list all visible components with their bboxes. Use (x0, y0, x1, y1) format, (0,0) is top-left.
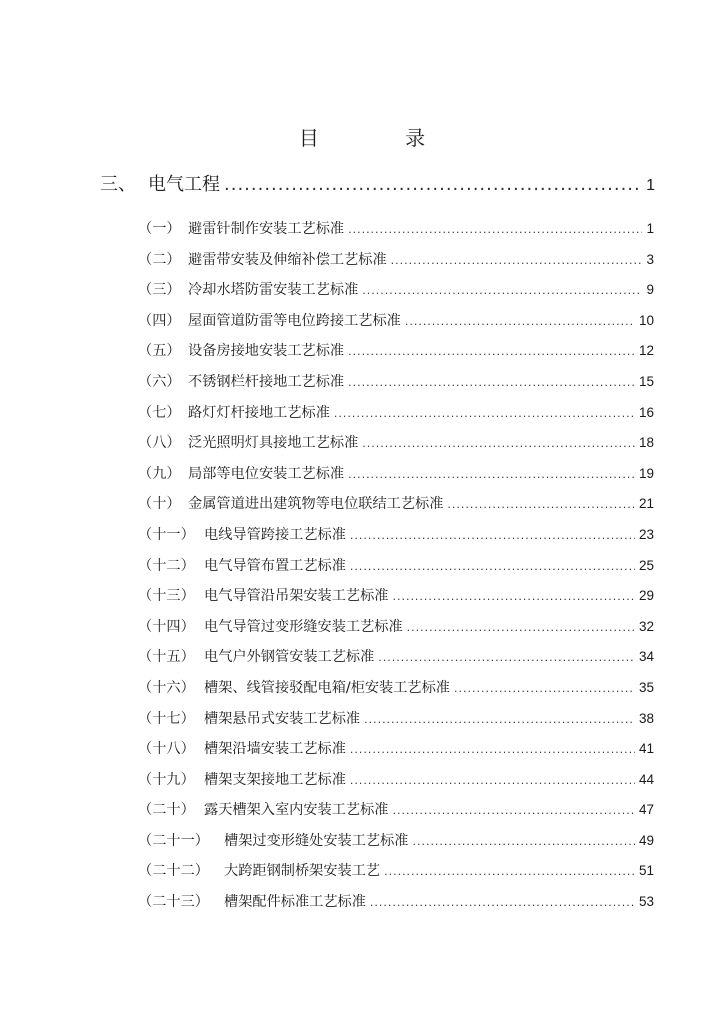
toc-entry-label: 电气导管过变形缝安装工艺标准 (204, 618, 403, 635)
leader-dots (350, 743, 635, 756)
toc-section-heading[interactable] (100, 170, 655, 196)
toc-entry[interactable] (138, 402, 654, 433)
toc-entry-label: 槽架支架接地工艺标准 (204, 771, 346, 788)
toc-entry-number: （十二） (138, 557, 195, 574)
toc-entry-label: 避雷带安装及伸缩补偿工艺标准 (188, 251, 387, 268)
toc-entry-number: （十八） (138, 741, 195, 758)
toc-entry-number: （八） (138, 435, 181, 452)
toc-entry-label: 槽架悬吊式安装工艺标准 (204, 710, 361, 727)
section-page-number: 1 (646, 177, 655, 194)
leader-dots (334, 407, 635, 420)
toc-entry-page-number: 10 (638, 312, 654, 328)
toc-entry-label: 电气户外钢管安装工艺标准 (204, 649, 375, 666)
toc-entry[interactable] (138, 891, 654, 922)
section-number: 三、 (100, 174, 136, 195)
toc-entry-label: 金属管道进出建筑物等电位联结工艺标准 (188, 496, 444, 513)
toc-entry-label: 不锈钢栏杆接地工艺标准 (188, 373, 345, 390)
toc-entry-label: 电气导管布置工艺标准 (204, 557, 346, 574)
toc-entry-number: （十五） (138, 649, 195, 666)
leader-dots (350, 774, 635, 787)
toc-entry-label: 局部等电位安装工艺标准 (188, 465, 345, 482)
toc-entry-label: 屋面管道防雷等电位跨接工艺标准 (188, 312, 401, 329)
toc-entry-page-number: 1 (646, 221, 654, 236)
leader-dots (350, 529, 635, 542)
leader-dots (412, 835, 635, 848)
toc-entry-label: 槽架配件标准工艺标准 (224, 894, 366, 911)
toc-entry-number: （三） (138, 282, 181, 299)
toc-entry-number: （九） (138, 465, 181, 482)
toc-entry-page-number: 21 (638, 496, 654, 512)
toc-entry[interactable] (138, 279, 654, 310)
leader-dots (224, 174, 642, 195)
toc-entry-label: 电气导管沿吊架安装工艺标准 (204, 588, 389, 605)
toc-entry-number: （十四） (138, 618, 195, 635)
leader-dots (362, 437, 635, 450)
toc-entry-page-number: 35 (638, 679, 654, 695)
toc-entry[interactable] (138, 799, 654, 830)
leader-dots (364, 713, 635, 726)
leader-dots (391, 254, 643, 267)
leader-dots (348, 223, 642, 236)
toc-entry[interactable] (138, 830, 654, 861)
toc-entry-page-number: 12 (638, 343, 654, 359)
leader-dots (407, 621, 635, 634)
toc-entry-page-number: 38 (638, 710, 654, 726)
toc-entry[interactable] (138, 860, 654, 891)
toc-entry-number: （一） (138, 221, 181, 237)
toc-entry-page-number: 41 (638, 741, 654, 757)
leader-dots (370, 896, 635, 909)
toc-entry-page-number: 51 (638, 863, 654, 879)
toc-entry-page-number: 23 (638, 526, 654, 542)
toc-entry-number: （七） (138, 404, 181, 421)
leader-dots (378, 651, 635, 664)
toc-entry[interactable] (138, 708, 654, 739)
toc-entry-number: （五） (138, 343, 181, 360)
leader-dots (392, 590, 635, 603)
toc-entry-label: 冷却水塔防雷安装工艺标准 (188, 282, 359, 299)
leader-dots (384, 865, 635, 878)
leader-dots (454, 682, 635, 695)
toc-entry[interactable] (138, 340, 654, 371)
toc-entry[interactable] (138, 769, 654, 800)
leader-dots (405, 315, 635, 328)
toc-entry-page-number: 29 (638, 588, 654, 604)
toc-entry-label: 槽架沿墙安装工艺标准 (204, 741, 346, 758)
toc-entry-page-number: 3 (646, 251, 654, 267)
toc-entry[interactable] (138, 555, 654, 586)
toc-entry-label: 露天槽架入室内安装工艺标准 (204, 802, 389, 819)
leader-dots (362, 284, 642, 297)
toc-entry-page-number: 34 (638, 649, 654, 665)
toc-entry-number: （十一） (138, 526, 195, 543)
toc-entry-number: （二十三） (138, 894, 209, 911)
toc-entry-number: （二十一） (138, 832, 209, 849)
toc-entry-number: （四） (138, 312, 181, 329)
toc-entry-number: （二十二） (138, 863, 209, 880)
leader-dots (348, 468, 635, 481)
toc-entry[interactable] (138, 493, 654, 524)
toc-entry-number: （十） (138, 496, 181, 513)
toc-entry-page-number: 25 (638, 557, 654, 573)
toc-entry-label: 设备房接地安装工艺标准 (188, 343, 345, 360)
toc-entry[interactable] (138, 738, 654, 769)
toc-entry[interactable] (138, 249, 654, 280)
toc-entry-page-number: 19 (638, 465, 654, 481)
toc-entry-page-number: 49 (638, 832, 654, 848)
leader-dots (392, 804, 635, 817)
toc-entry[interactable] (138, 524, 654, 555)
toc-entry-number: （十七） (138, 710, 195, 727)
leader-dots (348, 376, 635, 389)
toc-entry-label: 槽架过变形缝处安装工艺标准 (224, 832, 409, 849)
section-label: 电气工程 (148, 174, 220, 195)
toc-entry-number: （十九） (138, 771, 195, 788)
leader-dots (350, 560, 635, 573)
toc-entry-page-number: 18 (638, 435, 654, 451)
toc-entry-number: （二） (138, 251, 181, 268)
toc-entry[interactable] (138, 432, 654, 463)
toc-entry-label: 泛光照明灯具接地工艺标准 (188, 435, 359, 452)
toc-entry-number: （二十） (138, 802, 195, 819)
toc-entry[interactable] (138, 463, 654, 494)
toc-entry[interactable] (138, 677, 654, 708)
toc-entry-page-number: 16 (638, 404, 654, 420)
toc-entry[interactable] (138, 616, 654, 647)
toc-entry-page-number: 44 (638, 771, 654, 787)
toc-entry-label: 大跨距钢制桥架安装工艺 (224, 863, 381, 880)
leader-dots (348, 345, 635, 358)
toc-entry-label: 电线导管跨接工艺标准 (204, 526, 346, 543)
toc-entry-label: 路灯灯杆接地工艺标准 (188, 404, 330, 421)
toc-entry-number: （十三） (138, 588, 195, 605)
toc-entry-page-number: 15 (638, 373, 654, 389)
toc-entry[interactable] (138, 585, 654, 616)
toc-entry-list (138, 218, 654, 922)
toc-entry[interactable] (138, 371, 654, 402)
toc-entry-page-number: 32 (638, 618, 654, 634)
leader-dots (447, 498, 635, 511)
toc-entry-page-number: 9 (646, 282, 654, 298)
toc-entry-number: （六） (138, 373, 181, 390)
toc-entry[interactable] (138, 218, 654, 249)
page-title: 目 录 (298, 126, 466, 150)
toc-entry-page-number: 47 (638, 802, 654, 818)
toc-entry-number: （十六） (138, 679, 195, 696)
toc-entry-page-number: 53 (638, 894, 654, 910)
toc-entry-label: 槽架、线管接驳配电箱/柜安装工艺标准 (204, 679, 450, 696)
toc-entry[interactable] (138, 310, 654, 341)
toc-entry-label: 避雷针制作安装工艺标准 (188, 221, 345, 237)
toc-entry[interactable] (138, 646, 654, 677)
